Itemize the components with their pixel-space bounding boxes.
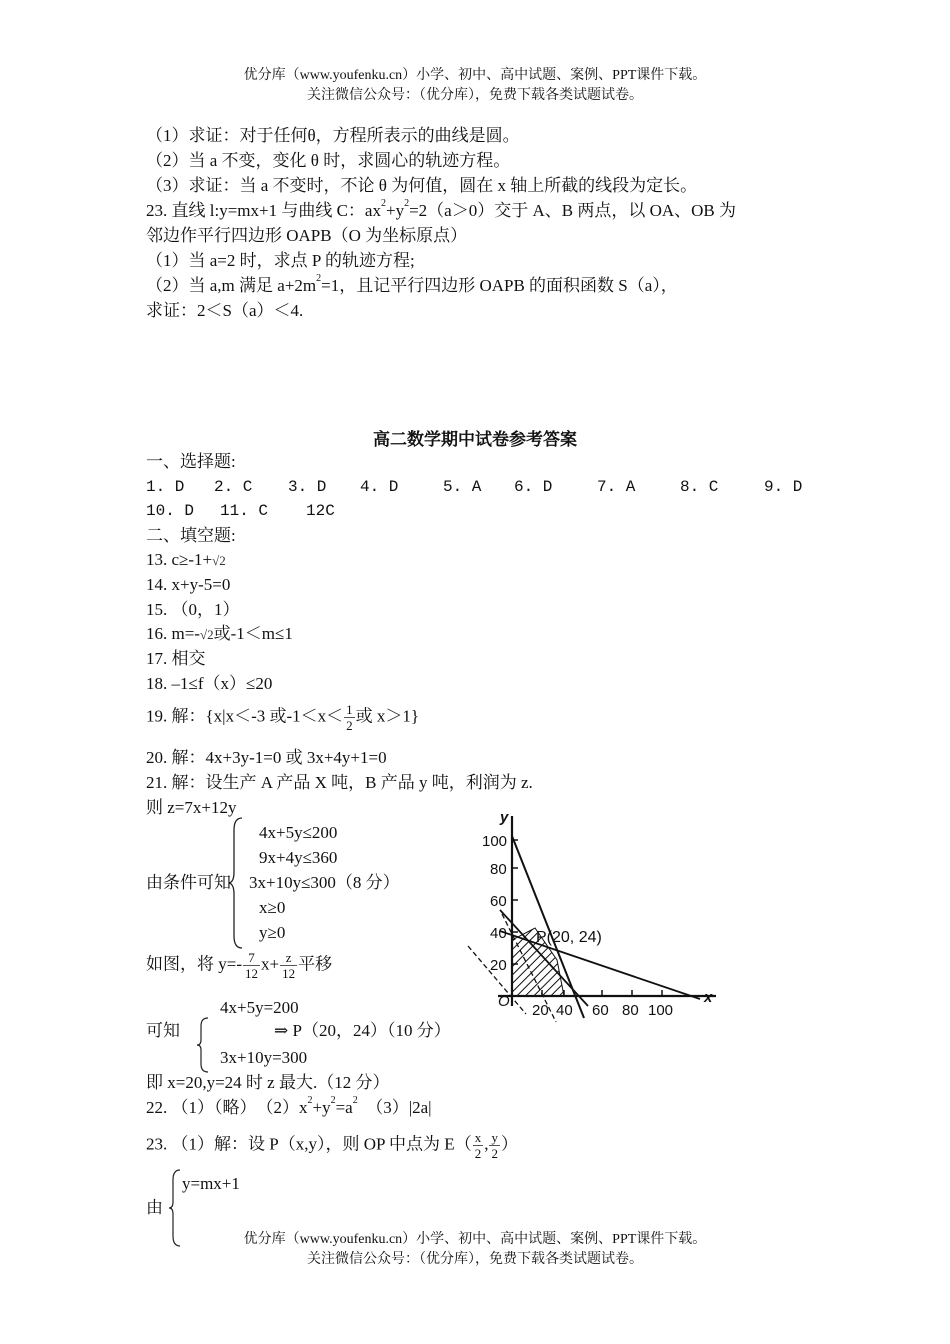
mc-answer-8: 8. C — [680, 478, 719, 496]
system-eq-2: 3x+10y=300 — [220, 1048, 308, 1067]
header-line-2: 关注微信公众号：（优分库），免费下载各类试题试卷。 — [307, 88, 643, 103]
x-tick-60: 60 — [592, 1002, 609, 1019]
y-tick-20: 20 — [490, 957, 507, 974]
q22-part1: （1）求证：对于任何θ，方程所表示的曲线是圆。 — [146, 126, 520, 145]
answer-17: 17. 相交 — [146, 649, 206, 668]
y-tick-80: 80 — [490, 861, 507, 878]
answer-15: 15. （0，1） — [146, 600, 240, 619]
objective-shift: 如图，将 y=- $\frac{7}{12}$ x+ $\frac{z}{12}$ 平移 — [146, 950, 333, 981]
q23-part1: （1）当 a=2 时，求点 P 的轨迹方程; — [146, 251, 415, 270]
x-tick-80: 80 — [622, 1002, 639, 1019]
mc-answer-10: 10. D — [146, 502, 195, 520]
y-axis-label: y — [500, 809, 509, 826]
answer-13: 13. c≥-1+√2 — [146, 550, 226, 569]
q22-part3: （3）求证：当 a 不变时，不论 θ 为何值，圆在 x 轴上所截的线段为定长。 — [146, 176, 698, 195]
system-result: ⇒ P（20，24）（10 分） — [274, 1021, 451, 1040]
mc-answer-9: 9. D — [764, 478, 803, 496]
section-fill: 二、填空题: — [146, 526, 236, 545]
origin-label: O — [498, 993, 510, 1010]
mc-answer-3: 3. D — [288, 478, 327, 496]
q23-part3: 求证：2＜S（a）＜4. — [146, 301, 304, 320]
y-tick-60: 60 — [490, 893, 507, 910]
answer-14: 14. x+y-5=0 — [146, 575, 231, 594]
mc-answer-4: 4. D — [360, 478, 399, 496]
mc-answer-1: 1. D — [146, 478, 185, 496]
q23-statement: 23. 直线 l:y=mx+1 与曲线 C：$ax^2+y^2=2(a>0)$交于 A、B 两点，以 OA、OB 为 — [146, 198, 736, 220]
mc-answer-7: 7. A — [597, 478, 636, 496]
x-tick-20: 20 — [532, 1002, 549, 1019]
constraint-3: 3x+10y≤300（8 分） — [249, 871, 400, 895]
feasible-region-graph — [460, 806, 730, 1032]
q23-part2: （2）当 a,m 满足 $a+2m^2=1$，且记平行四边形 OAPB 的面积函数 S（a）， — [146, 273, 678, 295]
point-p-label: P(20, 24) — [536, 929, 602, 946]
footer-line-2: 关注微信公众号：（优分库），免费下载各类试题试卷。 — [307, 1252, 643, 1267]
q22-part2: （2）当 a 不变，变化 θ 时，求圆心的轨迹方程。 — [146, 151, 511, 170]
constraint-4: x≥0 — [259, 898, 286, 917]
mc-answer-5: 5. A — [443, 478, 482, 496]
answer-21-conclusion: 即 x=20,y=24 时 z 最大.（12 分） — [146, 1073, 390, 1092]
answer-18: 18. –1≤f（x）≤20 — [146, 674, 273, 693]
x-tick-100: 100 — [648, 1002, 674, 1019]
system-eq-1: 4x+5y=200 — [220, 998, 299, 1017]
x-axis-label: x — [704, 989, 713, 1006]
answer-21-objective: 则 z=7x+12y — [146, 798, 237, 817]
system-23-label: 由 — [146, 1198, 163, 1217]
system-brace — [196, 1016, 210, 1074]
answer-21-setup: 21. 解：设生产 A 产品 X 吨，B 产品 y 吨，利润为 z. — [146, 773, 533, 792]
x-tick-40: 40 — [556, 1002, 573, 1019]
mc-answer-11: 11. C — [220, 502, 269, 520]
header-line-1: 优分库（www.youfenku.cn）小学、初中、高中试题、案例、PPT课件下载。 — [243, 68, 707, 83]
system-23-eq1: y=mx+1 — [182, 1174, 240, 1193]
answer-20: 20. 解：4x+3y-1=0 或 3x+4y+1=0 — [146, 748, 387, 767]
constraint-1: 4x+5y≤200 — [259, 823, 338, 842]
answers-title: 高二数学期中试卷参考答案 — [373, 430, 577, 449]
mc-answer-6: 6. D — [514, 478, 553, 496]
y-tick-40: 40 — [490, 925, 507, 942]
answer-22: 22. （1）（略） $(2)x^2+y^2=a^2$ （3）|2a| — [146, 1095, 432, 1117]
mc-answer-2: 2. C — [214, 478, 253, 496]
system-label: 可知 — [146, 1021, 180, 1040]
constraint-5: y≥0 — [259, 923, 286, 942]
constraint-2: 9x+4y≤360 — [259, 848, 338, 867]
footer-line-1: 优分库（www.youfenku.cn）小学、初中、高中试题、案例、PPT课件下载。 — [243, 1232, 707, 1247]
section-choice: 一、选择题: — [146, 452, 236, 471]
q23-statement-line2: 邻边作平行四边形 OAPB（O 为坐标原点） — [146, 226, 468, 245]
answer-19: 19. 解：{x|x＜-3 或-1＜x＜ $\frac{1}{2}$ 或 x＞1} — [146, 702, 420, 733]
answer-23-part1: 23. （1）解：设 P（x,y），则 OP 中点为 E（ $\frac{x}{2}$ , $\frac{y}{2}$ ） — [146, 1130, 518, 1161]
answer-16: 16. m=-√2或-1＜m≤1 — [146, 624, 293, 643]
constraint-label: 由条件可知 — [146, 873, 231, 892]
mc-answer-12: 12C — [306, 502, 335, 520]
y-tick-100: 100 — [482, 833, 508, 850]
